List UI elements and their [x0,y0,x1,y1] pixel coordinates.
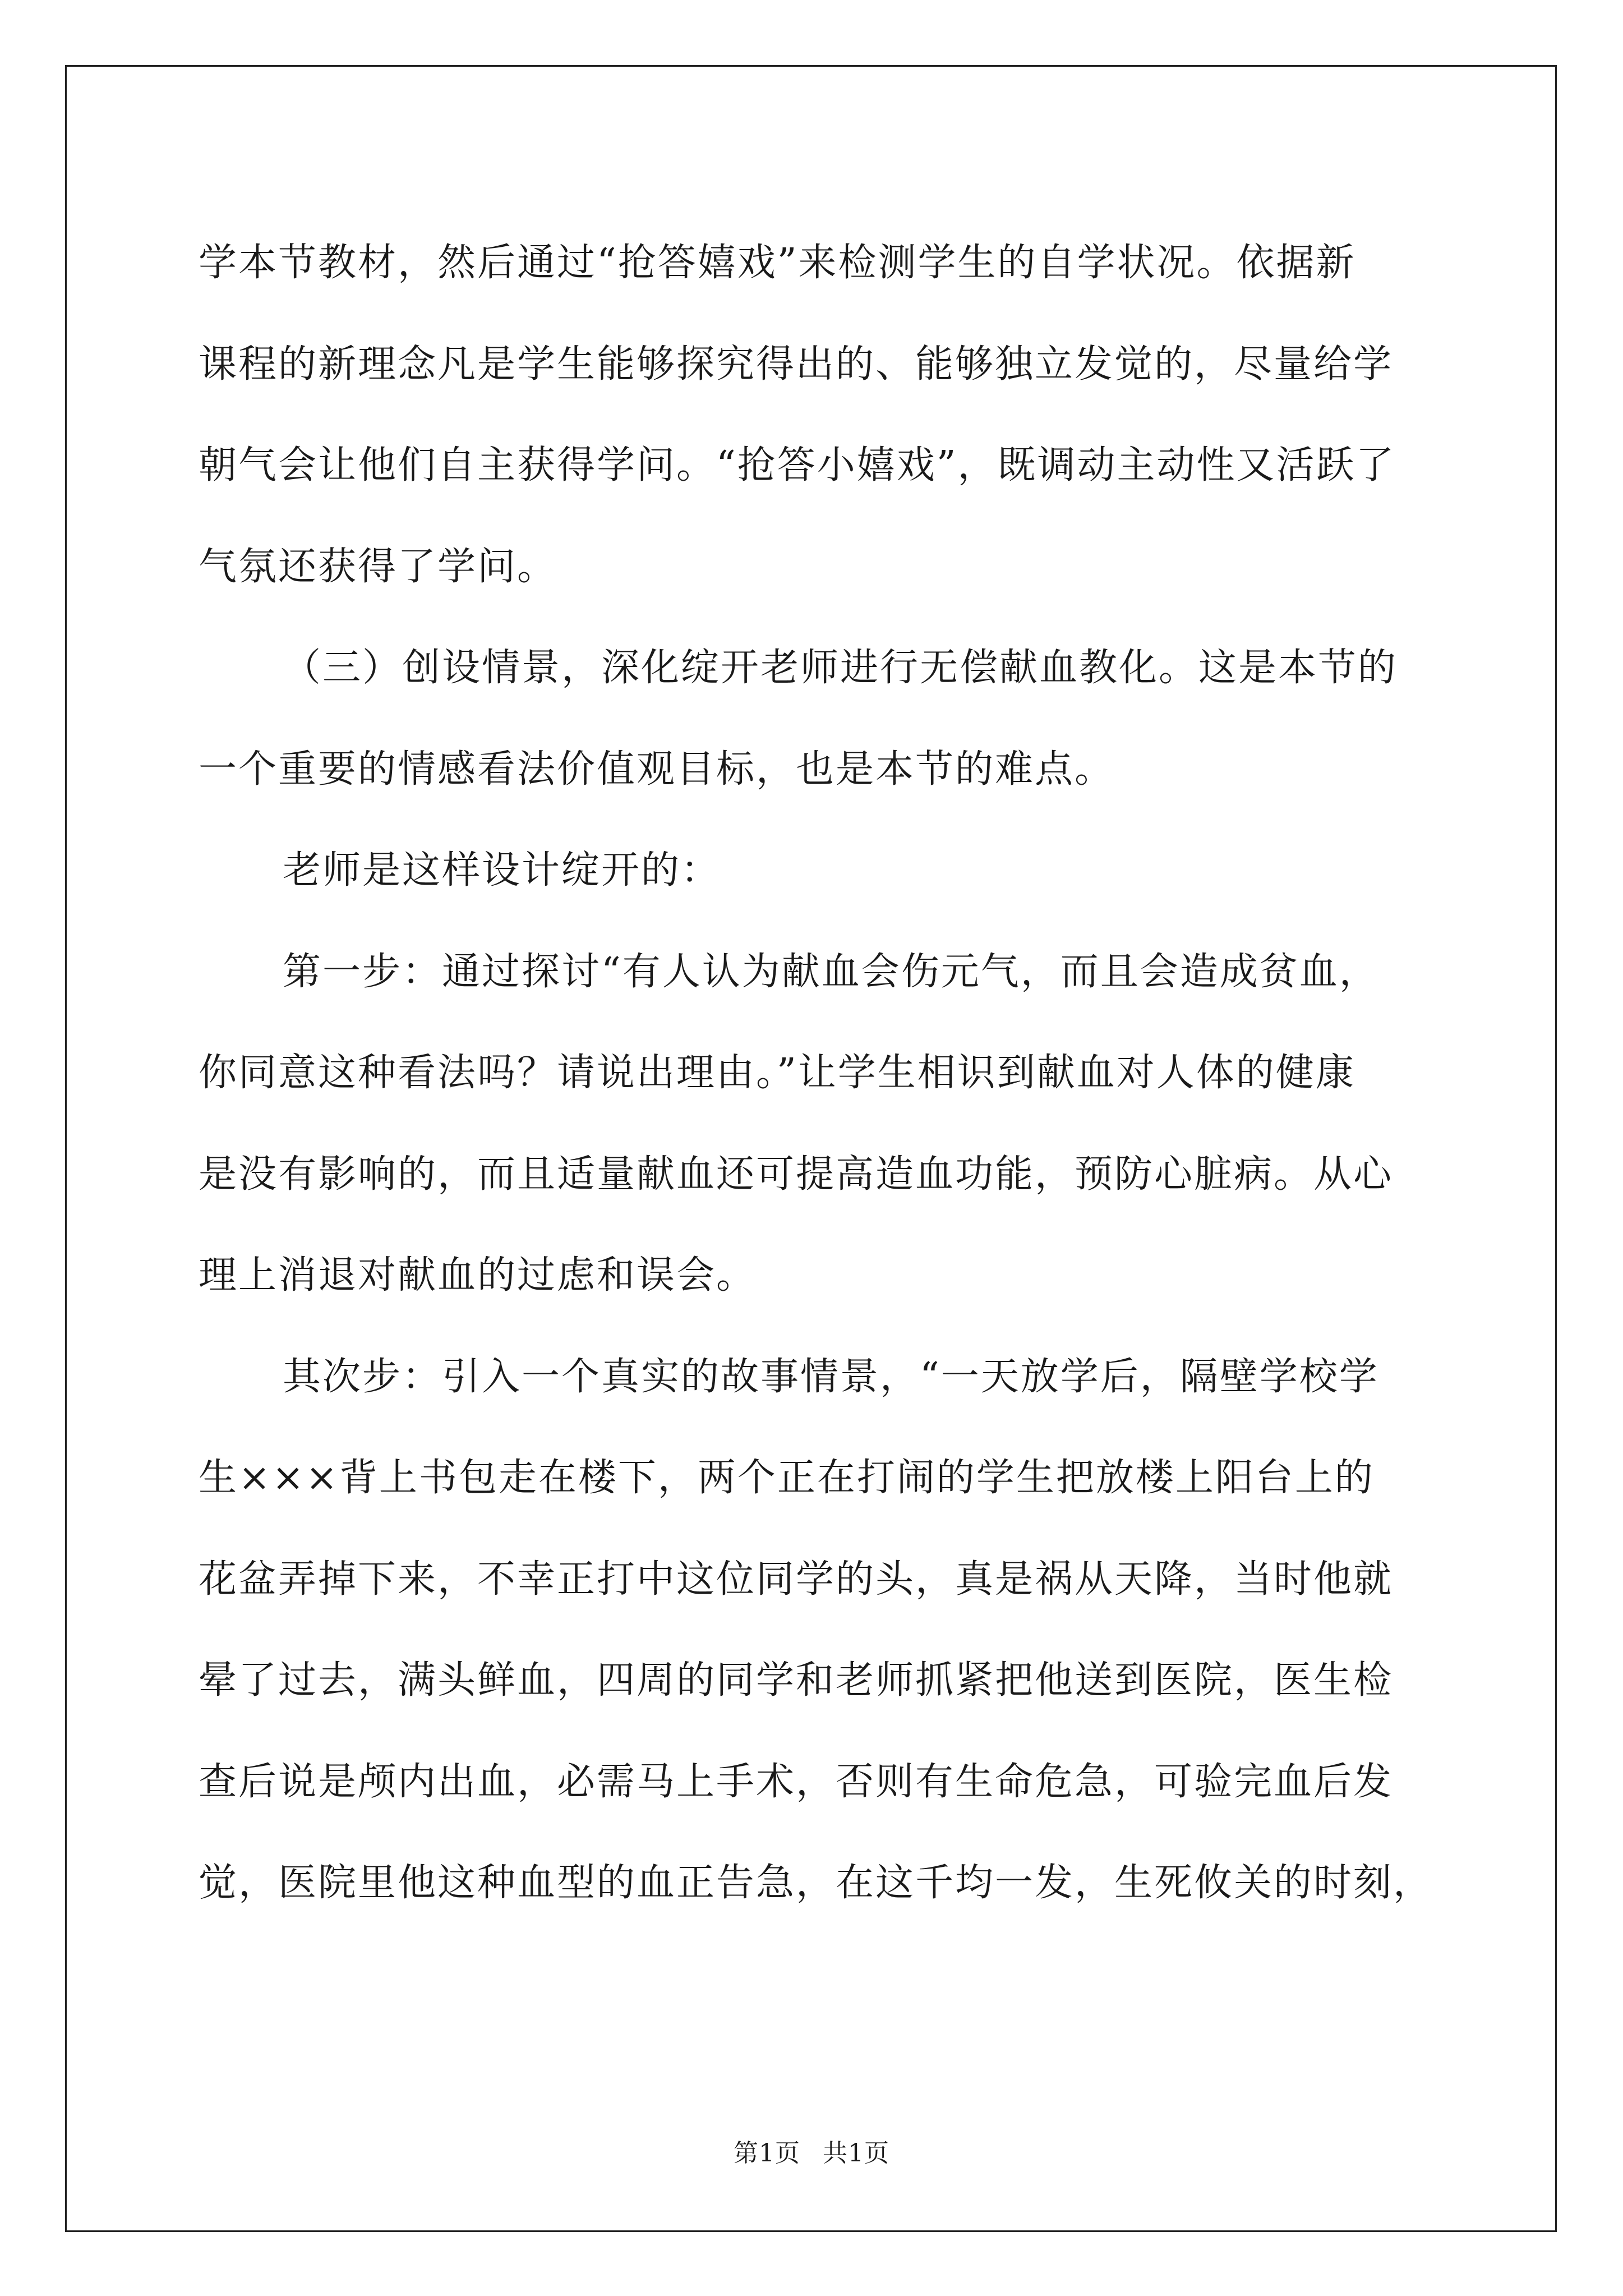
text-line: 气氛还获得了学问。 [199,544,557,589]
paragraph-start: 其次步：引入一个真实的故事情景，“一天放学后，隔壁学校学 [283,1354,1379,1399]
text-line: 学本节教材，然后通过“抢答嬉戏”来检测学生的自学状况。依据新 [199,241,1356,285]
paragraph-start: 第一步：通过探讨“有人认为献血会伤元气，而且会造成贫血， [283,949,1379,994]
text-line: 课程的新理念凡是学生能够探究得出的、能够独立发觉的，尽量给学 [199,342,1394,386]
paragraph-start: （三）创设情景，深化绽开老师进行无偿献血教化。这是本节的 [283,646,1398,690]
page-number: 第1页 [734,2139,800,2168]
text-line: 理上消退对献血的过虑和误会。 [199,1253,757,1297]
text-line: 查后说是颅内出血，必需马上手术，否则有生命危急，可验完血后发 [199,1759,1394,1804]
text-line: 朝气会让他们自主获得学问。“抢答小嬉戏”，既调动主动性又活跃了 [199,443,1396,487]
paragraph-start: 老师是这样设计绽开的： [283,848,721,892]
text-line: 花盆弄掉下来，不幸正打中这位同学的头，真是祸从天降，当时他就 [199,1557,1394,1602]
text-line: 觉，医院里他这种血型的血正告急，在这千均一发，生死攸关的时刻， [199,1861,1433,1905]
document-body [199,213,1432,1934]
text-line: 生×××背上书包走在楼下，两个正在打闹的学生把放楼上阳台上的 [199,1456,1375,1500]
text-line: 你同意这种看法吗？请说出理由。”让学生相识到献血对人体的健康 [199,1051,1355,1095]
page-total: 共1页 [823,2139,889,2168]
page-footer [0,2133,1623,2169]
text-line: 一个重要的情感看法价值观目标，也是本节的难点。 [199,747,1115,792]
text-line: 是没有影响的，而且适量献血还可提高造血功能，预防心脏病。从心 [199,1152,1394,1197]
text-line: 晕了过去，满头鲜血，四周的同学和老师抓紧把他送到医院，医生检 [199,1658,1394,1703]
